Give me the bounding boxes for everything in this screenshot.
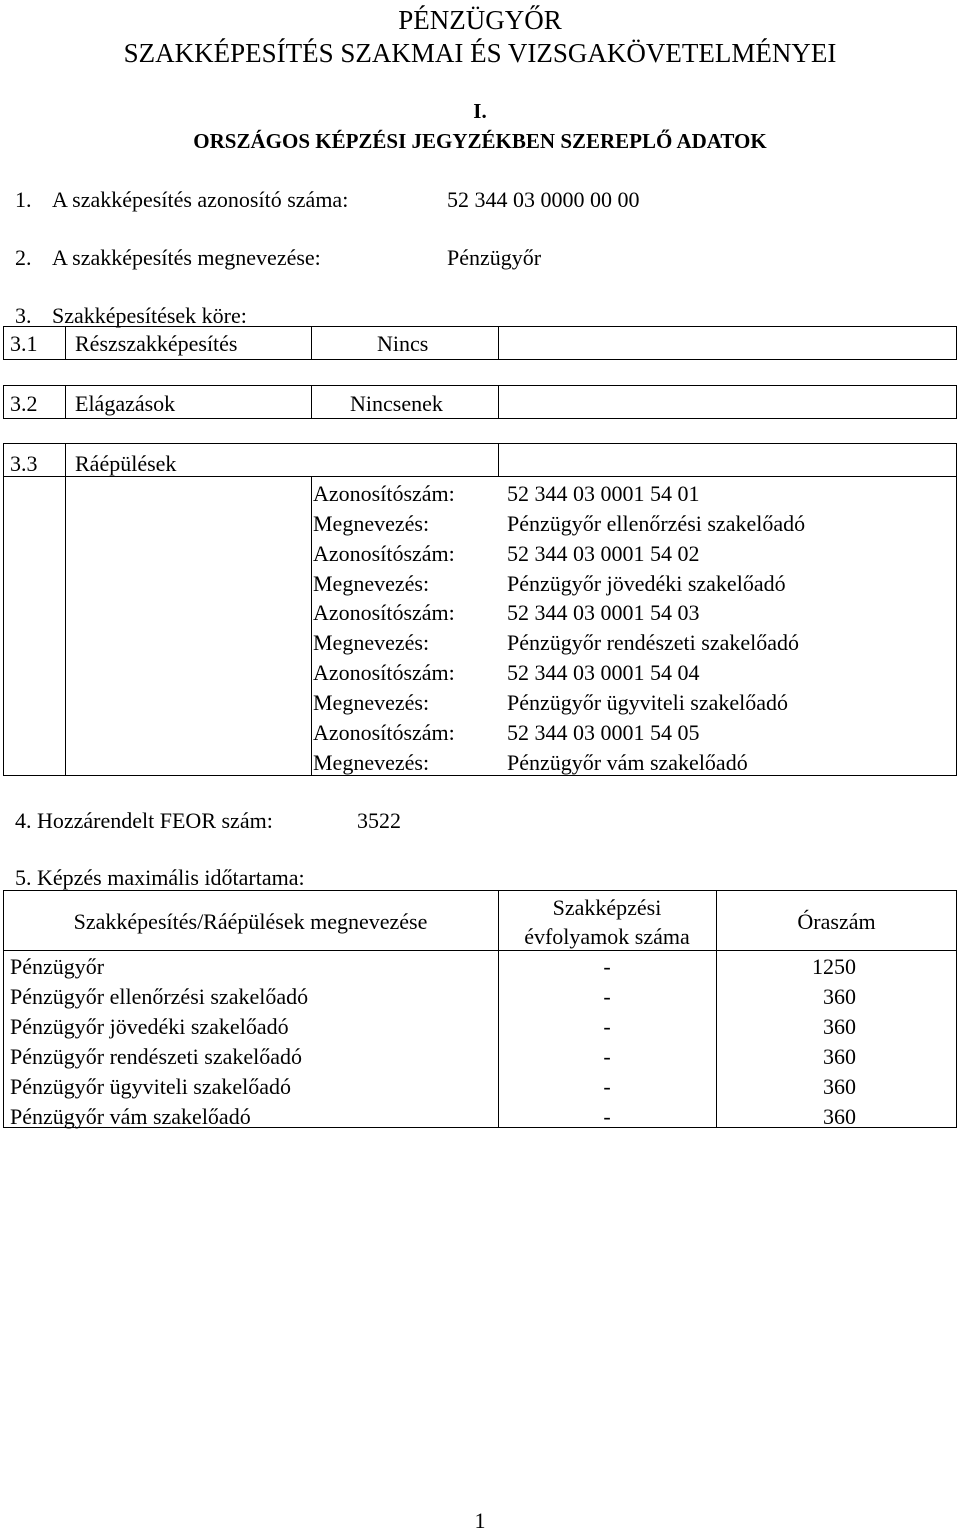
item-1-value: 52 344 03 0000 00 00 bbox=[447, 187, 640, 212]
item-2-label: A szakképesítés megnevezése: bbox=[52, 245, 321, 270]
item-3-1-value: Nincs bbox=[377, 331, 429, 356]
row-2-hours: 360 bbox=[823, 984, 856, 1009]
row-5-hours: 360 bbox=[823, 1074, 856, 1099]
item-3-3-number: 3.3 bbox=[10, 451, 38, 476]
raepules-3-name-value: Pénzügyőr rendészeti szakelőadó bbox=[507, 630, 799, 655]
table-divider bbox=[498, 443, 499, 476]
item-3-1-number: 3.1 bbox=[10, 331, 38, 356]
raepules-4-name-label: Megnevezés: bbox=[313, 690, 430, 715]
raepules-5-id-label: Azonosítószám: bbox=[313, 720, 455, 745]
raepules-3-id-label: Azonosítószám: bbox=[313, 600, 455, 625]
item-1-label: A szakképesítés azonosító száma: bbox=[52, 187, 349, 212]
table-divider bbox=[65, 385, 66, 419]
header-hours: Óraszám bbox=[797, 909, 876, 934]
item-3-2-label: Elágazások bbox=[75, 391, 176, 416]
row-6-years: - bbox=[603, 1104, 611, 1129]
header-name: Szakképesítés/Ráépülések megnevezése bbox=[73, 909, 428, 934]
item-2-number: 2. bbox=[15, 245, 32, 270]
item-4-value: 3522 bbox=[357, 808, 401, 833]
row-6-name: Pénzügyőr vám szakelőadó bbox=[10, 1104, 251, 1129]
item-3-label: Szakképesítések köre: bbox=[52, 303, 247, 328]
item-3-1-label: Részszakképesítés bbox=[75, 331, 238, 356]
raepules-5-name-value: Pénzügyőr vám szakelőadó bbox=[507, 750, 748, 775]
raepules-4-id-value: 52 344 03 0001 54 04 bbox=[507, 660, 700, 685]
table-divider bbox=[65, 326, 66, 360]
row-3-hours: 360 bbox=[823, 1014, 856, 1039]
row-2-years: - bbox=[603, 984, 611, 1009]
page-number: 1 bbox=[474, 1508, 486, 1533]
raepules-2-name-value: Pénzügyőr jövedéki szakelőadó bbox=[507, 571, 786, 596]
raepules-5-name-label: Megnevezés: bbox=[313, 750, 430, 775]
table-divider bbox=[311, 385, 312, 419]
document-title-line2: SZAKKÉPESÍTÉS SZAKMAI ÉS VIZSGAKÖVETELMÉNYEI bbox=[123, 38, 837, 68]
row-6-hours: 360 bbox=[823, 1104, 856, 1129]
table-divider bbox=[498, 385, 499, 419]
raepules-1-name-value: Pénzügyőr ellenőrzési szakelőadó bbox=[507, 511, 806, 536]
raepules-3-name-label: Megnevezés: bbox=[313, 630, 430, 655]
item-3-number: 3. bbox=[15, 303, 32, 328]
raepules-4-name-value: Pénzügyőr ügyviteli szakelőadó bbox=[507, 690, 789, 715]
item-2-value: Pénzügyőr bbox=[447, 245, 542, 270]
table-divider bbox=[498, 326, 499, 360]
raepules-5-id-value: 52 344 03 0001 54 05 bbox=[507, 720, 700, 745]
header-years-line1: Szakképzési bbox=[552, 895, 662, 920]
table-divider bbox=[65, 443, 66, 776]
row-4-hours: 360 bbox=[823, 1044, 856, 1069]
document-title-line1: PÉNZÜGYŐR bbox=[398, 5, 562, 35]
table-divider bbox=[311, 326, 312, 360]
raepules-3-id-value: 52 344 03 0001 54 03 bbox=[507, 600, 700, 625]
raepulesek-table bbox=[3, 443, 957, 776]
table-divider bbox=[3, 950, 957, 951]
row-1-name: Pénzügyőr bbox=[10, 954, 105, 979]
section-number: I. bbox=[473, 99, 487, 123]
row-2-name: Pénzügyőr ellenőrzési szakelőadó bbox=[10, 984, 309, 1009]
row-5-years: - bbox=[603, 1074, 611, 1099]
row-3-name: Pénzügyőr jövedéki szakelőadó bbox=[10, 1014, 289, 1039]
item-3-3-label: Ráépülések bbox=[75, 451, 177, 476]
item-1-number: 1. bbox=[15, 187, 32, 212]
table-divider bbox=[3, 476, 957, 477]
row-5-name: Pénzügyőr ügyviteli szakelőadó bbox=[10, 1074, 292, 1099]
item-3-2-number: 3.2 bbox=[10, 391, 38, 416]
table-divider bbox=[311, 476, 312, 776]
raepules-2-name-label: Megnevezés: bbox=[313, 571, 430, 596]
raepules-4-id-label: Azonosítószám: bbox=[313, 660, 455, 685]
row-1-years: - bbox=[603, 954, 611, 979]
item-4-label: 4. Hozzárendelt FEOR szám: bbox=[15, 808, 273, 833]
raepules-1-name-label: Megnevezés: bbox=[313, 511, 430, 536]
raepules-1-id-label: Azonosítószám: bbox=[313, 481, 455, 506]
section-title: ORSZÁGOS KÉPZÉSI JEGYZÉKBEN SZEREPLŐ ADATOK bbox=[193, 129, 767, 153]
row-1-hours: 1250 bbox=[812, 954, 856, 979]
row-4-name: Pénzügyőr rendészeti szakelőadó bbox=[10, 1044, 302, 1069]
raepules-1-id-value: 52 344 03 0001 54 01 bbox=[507, 481, 700, 506]
item-5-label: 5. Képzés maximális időtartama: bbox=[15, 865, 305, 890]
row-4-years: - bbox=[603, 1044, 611, 1069]
item-3-2-value: Nincsenek bbox=[350, 391, 443, 416]
row-3-years: - bbox=[603, 1014, 611, 1039]
header-years-line2: évfolyamok száma bbox=[524, 924, 690, 949]
raepules-2-id-value: 52 344 03 0001 54 02 bbox=[507, 541, 700, 566]
raepules-2-id-label: Azonosítószám: bbox=[313, 541, 455, 566]
